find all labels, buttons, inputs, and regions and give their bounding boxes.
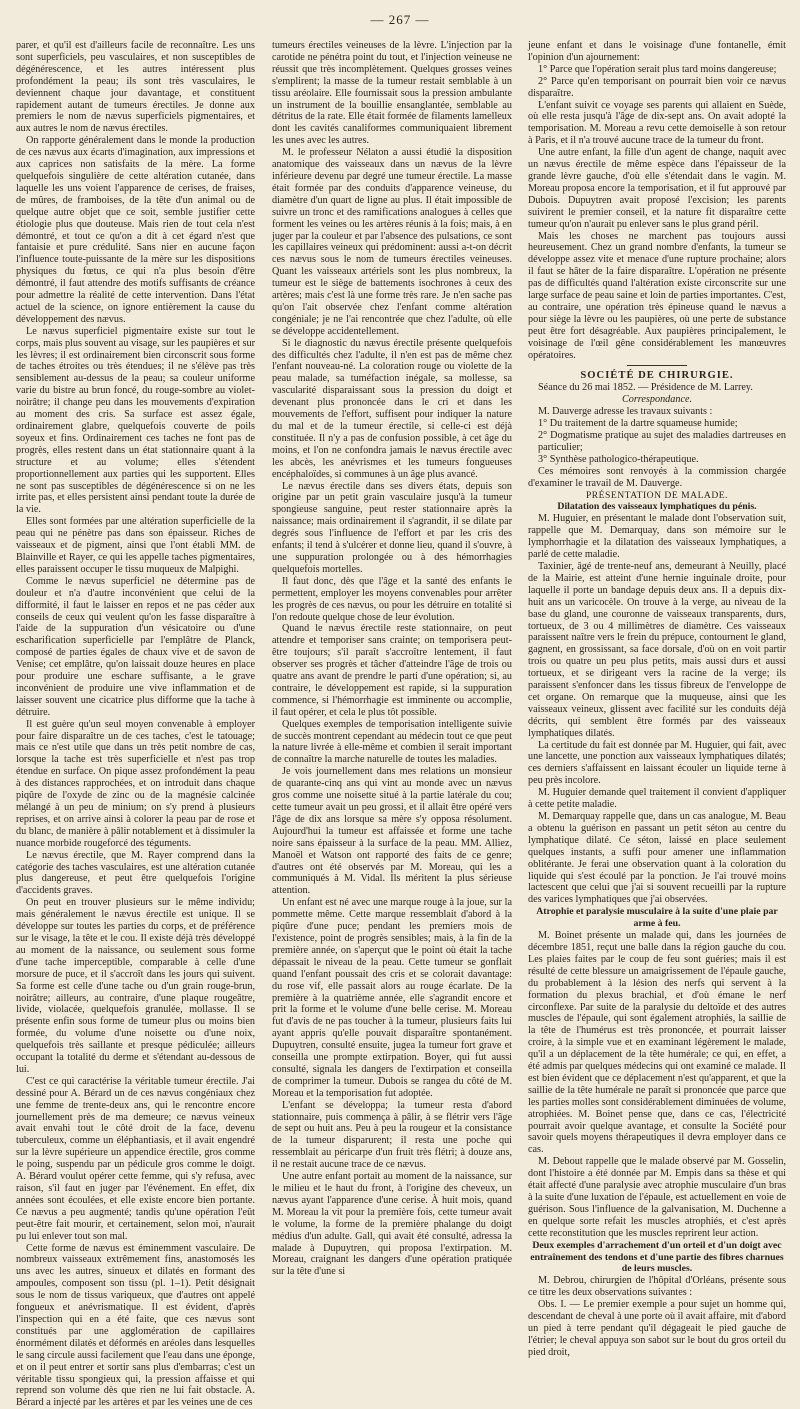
subsection-heading: Correspondance. bbox=[621, 394, 693, 406]
paragraph: 2° Parce qu'en temporisant on pourrait bien voir ce nævus disparaître. bbox=[528, 75, 786, 99]
correspondence-list bbox=[528, 418, 786, 466]
subsection-heading: PRÉSENTATION DE MALADE. bbox=[585, 489, 729, 501]
paragraph: Une autre enfant, la fille d'un agent de change, naquit avec un nævus érectile de même espèce dans l'épaisseur de la grande lèvre gauche, d'où elle s'étendait dans le vagin. M. Moreau proposa encore la temporisation, et il fut approuvé par Dubois. Dupuytren avait proposé l'excision; les parents suivirent le premier conseil, et la nature fit disparaître cette tumeur qu'on n'aurait pu enlever sans le plus grand péril. bbox=[528, 147, 786, 230]
paragraph: Taxinier, âgé de trente-neuf ans, demeurant à Neuilly, placé de la Mairie, est atteint d'une hernie inguinale droite, pour laquelle il porte un bandage depuis deux ans. Il a depuis dix-huit ans un varicocèle. On trouve à la verge, au niveau de la base du gland, une couronne de vaisseaux transparents, durs, tortueux, de 3 ou 4 millimètres de diamètre. Ces vaisseaux paraissent naître vers le frein du prépuce, contournent le gland, gagnent, en grossissant, sa face dorsale, d'où on en voit partir trois ou quatre un peu plus petits, mais aussi durs et aussi tortueux, et se dirigeant vers la racine de la verge; ils paraissent s'enfoncer dans les tissus fibreux de l'enveloppe de cet organe. On remarque que la muqueuse, ainsi que les vaisseaux veineux, glissent avec facilité sur les conduits déjà décrits, qui semblent être formés par des vaisseaux lymphatiques dilatés. bbox=[528, 560, 786, 739]
section-divider bbox=[627, 365, 687, 366]
paragraph: On peut en trouver plusieurs sur le même individu; mais généralement le nævus érectile est unique. Il se développe sur toutes les parties du corps, et de préférence sur le visage, la tête et le cou. Il existe déjà très développé au moment de la naissance, ou seulement sous forme d'une tache imperceptible, comparable à celle d'une morsure de puce, et il s'accroît dans les jours qui suivent. Sa forme est celle d'une tache ou d'un grain rouge-brun, noirâtre; ailleurs, au contraire, d'une plaque rougeâtre, livide, violacée, quelquefois granulée, mollasse. Il se présente enfin sous forme de tumeur plus ou moins bien formée, du volume d'une noisette ou d'une noix, quelquefois très saillante et presque pédiculée; ailleurs occupant la totalité du derme et s'étendant au-dessous de lui. bbox=[16, 897, 255, 1075]
paragraph: Quand le nævus érectile reste stationnaire, on peut attendre et temporiser sans crainte; on temporisera peut-être toujours; s'il paraît s'accroître lentement, il faut observer ses progrès et tâcher d'atteindre l'âge de trois ou quatre ans avant de prendre le parti d'une opération; si, au contraire, le développement est rapide, si la suppuration commence, si l'hémorrhagie est imminente ou accomplie, il faut opérer, et cela le plus tôt possible. bbox=[272, 623, 512, 718]
paragraph: M. Huguier, en présentant le malade dont l'observation suit, rappelle que M. Demarquay, dans son mémoire sur le lymphorrhagie et la dilatation des vaisseaux lymphatiques, a parlé de cette maladie. bbox=[528, 513, 786, 561]
column-3 bbox=[528, 40, 786, 1358]
paragraph: Cette forme de nævus est éminemment vasculaire. De nombreux vaisseaux extrêmement fins, anastomosés les uns avec les autres, sinueux et dilatés en formant des ampoules, composent son tissu (pl. 1–1). Petit désignait sous le nom de tissus variqueux, que d'autres ont appelé fongueux et anévrismatique. Il est évident, d'après l'inspection qui en a été faite, que ces nævus sont constitués par une agglomération de capillaires énormément dilatés et déformés en aréoles dans lesquelles le sang circule aussi facilement que l'eau dans une éponge, et on il peut entrer et sortir sans plus d'embarras; c'est un véritable tissu spongieux qui, la pression affaisse et qui reprend son volume dès que rien ne lui fait obstacle. A. Bérard a injecté par les artères et par les veines une de ces bbox=[16, 1242, 255, 1409]
paragraph: On rapporte généralement dans le monde la production de ces nævus aux écarts d'imagination, aux impressions et aux caprices non satisfaits de la mère. La forme quelquefois singulière de cette altération cutanée, dans laquelle les uns voient l'apparence de cerises, de fraises, de mûres, de framboises, de la tête d'un animal ou de quelque autre objet que ce soit, semble justifier cette étiologie plus que douteuse. Mais rien de tout cela n'est démontré, et tout ce qu'on a dit à cet égard n'est que fantaisie et pure crédulité. Sans nier en aucune façon l'influence toute-puissante de la mère sur les dispositions physiques du fœtus, ce qui n'a plus besoin d'être démontré, il faut attendre des motifs suffisants de créance pour admettre la réalité de cette intervention. Dans l'état actuel de la science, on ignore entièrement la cause du développement des nævus. bbox=[16, 135, 255, 325]
paragraph: Quelques exemples de temporisation intelligente suivie de succès montrent cependant au médecin tout ce que peut la nature livrée à elle-même et combien il serait important de connaître la marche naturelle de toutes les maladies. bbox=[272, 718, 512, 766]
paragraph: Il faut donc, dès que l'âge et la santé des enfants le permettent, employer les moyens convenables pour arrêter les progrès de ces nævus, ou pour les détruire en totalité si l'on redoute quelque chose de leur évolution. bbox=[272, 575, 512, 623]
paragraph: La certitude du fait est donnée par M. Huguier, qui fait, avec une lancette, une ponction aux vaisseaux lymphatiques dilatés; ces derniers s'affaissent en laissant écouler un liquide terne à peu près incolore. bbox=[528, 739, 786, 787]
case-heading: Deux exemples d'arrachement d'un orteil et d'un doigt avec entraînement des tendons et d'une partie des fibres charnues de leurs muscles. bbox=[530, 1239, 784, 1275]
paragraph: jeune enfant et dans le voisinage d'une fontanelle, émit l'opinion d'un ajournement: bbox=[528, 40, 786, 63]
paragraph: Le nævus érectile dans ses divers états, depuis son origine par un petit grain vasculaire jusqu'à la tumeur spongieuse sanguine, peut rester stationnaire après la naissance; mais ordinairement il s'agrandit, il se dilate par degrés sous l'influence de l'effort et par les cris des enfants; il tend à s'ulcérer et donne lieu, quand il s'ouvre, à une suppuration prolongée ou à des hémorrhagies quelquefois mortelles. bbox=[272, 480, 512, 575]
page-number: — 267 — bbox=[370, 12, 430, 27]
section-title: SOCIÉTÉ DE CHIRURGIE. bbox=[580, 370, 734, 382]
paragraph: M. Dauverge adresse les travaux suivants : bbox=[538, 406, 713, 418]
paragraph: L'enfant suivit ce voyage ses parents qui allaient en Suède, où elle resta jusqu'à l'âge de dix-sept ans. On avait adopté la temporisation. M. Moreau a revu cette demoiselle à son retour à Paris, et il n'a trouvé aucune trace de la tumeur du front. bbox=[528, 99, 786, 147]
paragraph: Elles sont formées par une altération superficielle de la peau qui ne pénètre pas dans son épaisseur. Riches de vaisseaux et de pigment, ainsi que l'ont établi MM. de Blainville et Rayer, ce qui les appelle taches pigmentaires, elles paraissent occuper le tissu muqueux de Malpighi. bbox=[16, 516, 255, 575]
paragraph: Mais les choses ne marchent pas toujours aussi heureusement. Chez un grand nombre d'enfants, la tumeur se développe assez vite et menace d'une rupture prochaine; alors il faut se hâter de la faire disparaître. L'opération ne présente pas de difficultés quand l'altération existe circonscrite sur une large surface de peau saine et loin de parties importantes. C'est, au contraire, une opération très épineuse quand le nævus a pour siège la lèvre ou les paupières, où une perte de substance peut être fort désagréable. Aux paupières principalement, le voisinage de l'œil gêne considérablement les manœuvres opératoires. bbox=[528, 230, 786, 361]
paragraph: Si le diagnostic du nævus érectile présente quelquefois des difficultés chez l'adulte, il n'en est pas de même chez l'enfant nouveau-né. La coloration rouge ou violette de la peau malade, sa tuméfaction inégale, sa mollesse, sa vascularité disparaissant sous la pression du doigt et devenant plus prononcée dans le cri et dans les mouvements de l'effort, suffisent pour indiquer la nature du mal et de la tumeur érectile, si celle-ci est déjà constituée. Il n'y a pas de confusion possible, à cet âge du moins, et l'on ne confondra jamais le nævus érectile avec les abcès, les anévrismes et les tumeurs fongueuses encéphaloïdes, si communes à un âge plus avancé. bbox=[272, 337, 512, 480]
paragraph: 1° Parce que l'opération serait plus tard moins dangereuse; bbox=[538, 63, 777, 75]
paragraph: L'enfant se développa; la tumeur resta d'abord stationnaire, puis commença à pâlir, à se flétrir vers l'âge de sept ou huit ans. Peu à peu la rougeur et la consistance de la tumeur disparurent; il resta une poche qui ressemblait au péricarpe d'un fruit très flétri; à douze ans, il ne restait aucune trace de ce nævus. bbox=[272, 1099, 512, 1171]
paragraph: M. le professeur Nélaton a aussi étudié la disposition anatomique des vaisseaux dans un nævus de la lèvre inférieure devenu par degré une tumeur érectile. La masse était formée par des conduits d'apparence veineuse, du diamètre d'un quart de ligne au plus. Il était impossible de suivre un tronc et des ramifications analogues à celles que forment les veines ou les artères réunis à la fois; mais, à en juger par la couleur et par l'absence des pulsations, ce sont les capillaires veineux qui prédominent: aussi a-t-on décrit ces nævus sous le nom de tumeurs érectiles veineuses. Quant les vaisseaux artériels sont les plus nombreux, la tumeur est le siège de battements isochrones à ceux des artères; mais c'est là une forme très rare. Je n'en sache pas qu'on l'ait observée chez l'enfant comme altération congéniale; je ne l'ai rencontrée que chez l'adulte, où elle se développe accidentellement. bbox=[272, 147, 512, 337]
list-item: 3° Synthèse pathologico-thérapeutique. bbox=[538, 453, 699, 465]
paragraph: M. Demarquay rappelle que, dans un cas analogue, M. Beau a obtenu la guérison en passant un petit séton au centre du lymphatique dilaté. Ce séton, laissé en place seulement quelques instants, a suffi pour amener une inflammation oblitérante. Je ferai une observation quant à la coloration du liquide qui s'est écoulé par la ponction. Je l'ai trouvé moins lactescent que celui que j'ai si souvent recueilli par la rupture des varices lymphatiques que j'ai observées. bbox=[528, 811, 786, 906]
paragraph: parer, et qu'il est d'ailleurs facile de reconnaître. Les uns sont superficiels, peu vasculaires, et non susceptibles de dégénérescence, et les autres intéressent plus profondément la peau; ils sont très vasculaires, le deviennent chaque jour davantage, et constituent rapidement autant de tumeurs érectiles. Je donne aux premiers le nom de nævus superficiels pigmentaires, et aux autres le nom de nævus érectiles. bbox=[16, 40, 255, 135]
case-heading: Dilatation des vaisseaux lymphatiques du pénis. bbox=[557, 501, 757, 513]
session-line: Séance du 26 mai 1852. — Présidence de M. Larrey. bbox=[538, 382, 753, 394]
paragraph: Je vois journellement dans mes relations un monsieur de quarante-cinq ans qui vint au monde avec un nævus gros comme une noisette situé à la partie latérale du cou; cette tumeur avait un peu grossi, et il allait être opéré vers l'âge de dix ans lorsque sa mère s'y opposa résolument. Aujourd'hui la tumeur est affaissée et forme une tache noire sans épaisseur à la surface de la peau. MM. Alliez, Manoël et Watson ont rapporté des faits de ce genre; d'autres ont été observés par M. Moreau, qui les a communiqués à M. Vidal. Ils méritent la plus sérieuse attention. bbox=[272, 766, 512, 897]
paragraph: Une autre enfant portait au moment de la naissance, sur le milieu et le haut du front, à l'origine des cheveux, un nævus ayant l'apparence d'une cerise. À huit mois, quand M. Moreau la vit pour la première fois, cette tumeur avait le volume, la forme de la première phalange du doigt médius d'un adulte. Gall, qui avait été consulté, adressa la malade à Dupuytren, qui proposa l'extirpation. M. Moreau, craignant les dangers d'une opération pratiquée sur la tête d'une si bbox=[272, 1171, 512, 1278]
column-1 bbox=[16, 40, 255, 1409]
paragraph: M. Debout rappelle que le malade observé par M. Gosselin, dont l'histoire a été donnée par M. Empis dans sa thèse et qui était affecté d'une paralysie avec atrophie musculaire d'un bras à la suite d'une luxation de l'épaule, est actuellement en voie de guérison. Sous l'influence de la galvanisation, M. Duchenne a en quelque sorte refait les muscles atrophiés, et c'est après cette reconstitution que les muscles reprirent leur action. bbox=[528, 1156, 786, 1239]
paragraph: Un enfant est né avec une marque rouge à la joue, sur la pommette même. Cette marque ressemblait d'abord à la piqûre d'une puce; pendant les premiers mois de l'existence, point de progrès sensibles; mais, à la fin de la première année, on s'aperçut que le point où était la tache dépassait le niveau de la peau. Cette tumeur se gonflait quand l'enfant poussait des cris et se colorait davantage: du rose vif, elle passait alors au rouge écarlate. De la première à la quatrième année, elle s'agrandit encore et prit la forme et le volume d'une belle cerise. M. Moreau fut d'avis de ne pas toucher à la tumeur, plusieurs faits lui ayant appris qu'elle pouvait disparaître spontanément. Dupuytren, consulté ensuite, jugea la tumeur fort grave et conseilla une prompte extirpation. Boyer, qui fut aussi consulté, signala les dangers de l'extirpation et conseilla de comprimer la tumeur. Dubois se rangea du côté de M. Moreau et la temporisation fut adoptée. bbox=[272, 897, 512, 1099]
paragraph: M. Huguier demande quel traitement il convient d'appliquer à cette petite maladie. bbox=[528, 787, 786, 811]
paragraph: M. Debrou, chirurgien de l'hôpital d'Orléans, présente sous ce titre les deux observations suivantes : bbox=[528, 1275, 786, 1299]
case-heading: Atrophie et paralysie musculaire à la suite d'une plaie par arme à feu. bbox=[536, 906, 778, 930]
list-item: 2° Dogmatisme pratique au sujet des maladies dartreuses en particulier; bbox=[538, 430, 786, 453]
paragraph: tumeurs érectiles veineuses de la lèvre. L'injection par la carotide ne pénétra point du tout, et l'injection veineuse ne réussit que très incomplètement. Quelques grosses veines s'emplirent; la masse de la tumeur restait semblable à un tissu aréolaire. Elle fournissait sous la pression ambulante un instrument de la bouillie ensanglantée, semblable au détritus de la rate. Elle était formée de filaments lamelleux dont les cavités canaliformes communiquaient librement les unes avec les autres. bbox=[272, 40, 512, 147]
paragraph: Obs. I. — Le premier exemple a pour sujet un homme qui, descendant de cheval à une porte où il avait affaire, mit d'abord un pied à terre pendant qu'il dégageait le pied gauche de l'étrier; le cheval appuya son sabot sur le bout du gros orteil du pied droit, bbox=[528, 1299, 786, 1358]
list-item: 1° Du traitement de la dartre squameuse humide; bbox=[538, 418, 738, 430]
paragraph: M. Boinet présente un malade qui, dans les journées de décembre 1851, reçut une balle dans la région gauche du cou. Les plaies faites par le coup de feu sont guéries; mais il est résulté de cette blessure un amaigrissement de l'épaule gauche, du probablement à la lésion des nerfs qui servent à la formation du plexus brachial, et d'où émane le nerf circonflexe. Par suite de la paralysie du deltoïde et des autres muscles de l'épaule, qui sont également atrophiés, la saillie de la tête de l'humérus est très prononcée, et pourrait laisser croire, à la simple vue et en examinant légèrement le malade, qu'il a un déplacement de la tête humérale; ce qui, en effet, a été admis par quelques médecins qui ont examiné ce malade. Il est bien évident que ce déplacement n'est qu'apparent, et que la saillie de la tête humérale ne paraît si prononcée que parce que les parties molles sont considérablement diminuées de volume, atrophiées. M. Boinet pense que, dans ce cas, l'électricité pourrait avoir quelque avantage, et consulte la Société pour savoir quels moyens thérapeutiques il devra employer dans ce cas. bbox=[528, 930, 786, 1156]
paragraph: C'est ce qui caractérise la véritable tumeur érectile. J'ai dessiné pour A. Bérard un de ces nævus congéniaux chez une femme de trente-deux ans, qui le rencontre encore journellement près de ma demeure; ce nævus veineux avait envahi tout le côté droit de la face, devenu tuberculeux, comme un éléphantiasis, et il avait engendré sur la lèvre supérieure un appendice érectile, gros comme le poing, suspendu par un pédicule gros comme le doigt. A. Bérard voulut opérer cette femme, qui s'y refusa, avec raison, s'il faut en juger par l'événement. En effet, dix années sont écoulées, et elle existe encore bien portante. Ce nævus a peu augmenté; tandis qu'une opération l'eût peut-être fait mourir, et certainement, selon moi, n'aurait pu lui enlever tout son mal. bbox=[16, 1075, 255, 1242]
column-2 bbox=[272, 40, 512, 1278]
paragraph: Le nævus érectile, que M. Rayer comprend dans la catégorie des taches vasculaires, est une altération cutanée plus dangereuse, et peut être quelquefois l'origine d'accidents graves. bbox=[16, 849, 255, 897]
paragraph: Le nævus superficiel pigmentaire existe sur tout le corps, mais plus souvent au visage, sur les paupières et sur les lèvres; il est ordinairement bien circonscrit sous forme de taches étroites ou très étendues; il ne s'élève pas très sensiblement au-dessus de la peau; sa couleur uniforme varie du bistre au brun foncé, du rouge-sombre au violet-noirâtre; il change peu dans les mouvements d'expiration au moment des cris. Sa surface est assez égale, ordinairement glabre, quelquefois couverte de poils soyeux et fins. Ordinairement ces taches ne font pas de progrès, elles restent dans un état stationnaire quant à la structure et au volume; elles s'étendent proportionnellement aux parties qui les supportent. Elles ne sont pas susceptibles de dégénérescence si on ne les irrite pas, et elles persistent ainsi pendant toute la durée de la vie. bbox=[16, 325, 255, 516]
paragraph: Il est guère qu'un seul moyen convenable à employer pour faire disparaître un de ces taches, c'est le tatouage; mais ce n'est utile que dans un très petit nombre de cas, lorsque la tache est très superficielle et n'est pas trop étendue en surface. On pique assez profondément la peau à des distances rapprochées, et on introduit dans chaque piqûre de l'oxyde de zinc ou de la magnésie calcinée mélangé à un peu de minium; on s'y prend à plusieurs reprises, et on arrive ainsi à colorer la peau par de rose et du blanc, de manière à pâlir notablement et à dissimuler la nuance morbide rougeforcé des téguments. bbox=[16, 718, 255, 849]
paragraph: Ces mémoires sont renvoyés à la commission chargée d'examiner le travail de M. Dauverge. bbox=[528, 465, 786, 489]
paragraph: Comme le nævus superficiel ne détermine pas de douleur et n'a d'autre inconvénient que celui de la difformité, il faut le laisser en repos et ne pas céder aux conseils de ceux qui veulent qu'on les fasse disparaître à l'aide de la suppuration d'un vésicatoire ou d'une escharification superficielle par l'emplâtre de Planck, composé de parties égales de chaux vive et de savon de Venise; cet emplâtre, qu'on laissait douze heures en place pour produire une eschare suffisante, a le grave inconvénient de produire une vive inflammation et de laisser souvent une cicatrice plus difforme que la tache à détruire. bbox=[16, 575, 255, 718]
